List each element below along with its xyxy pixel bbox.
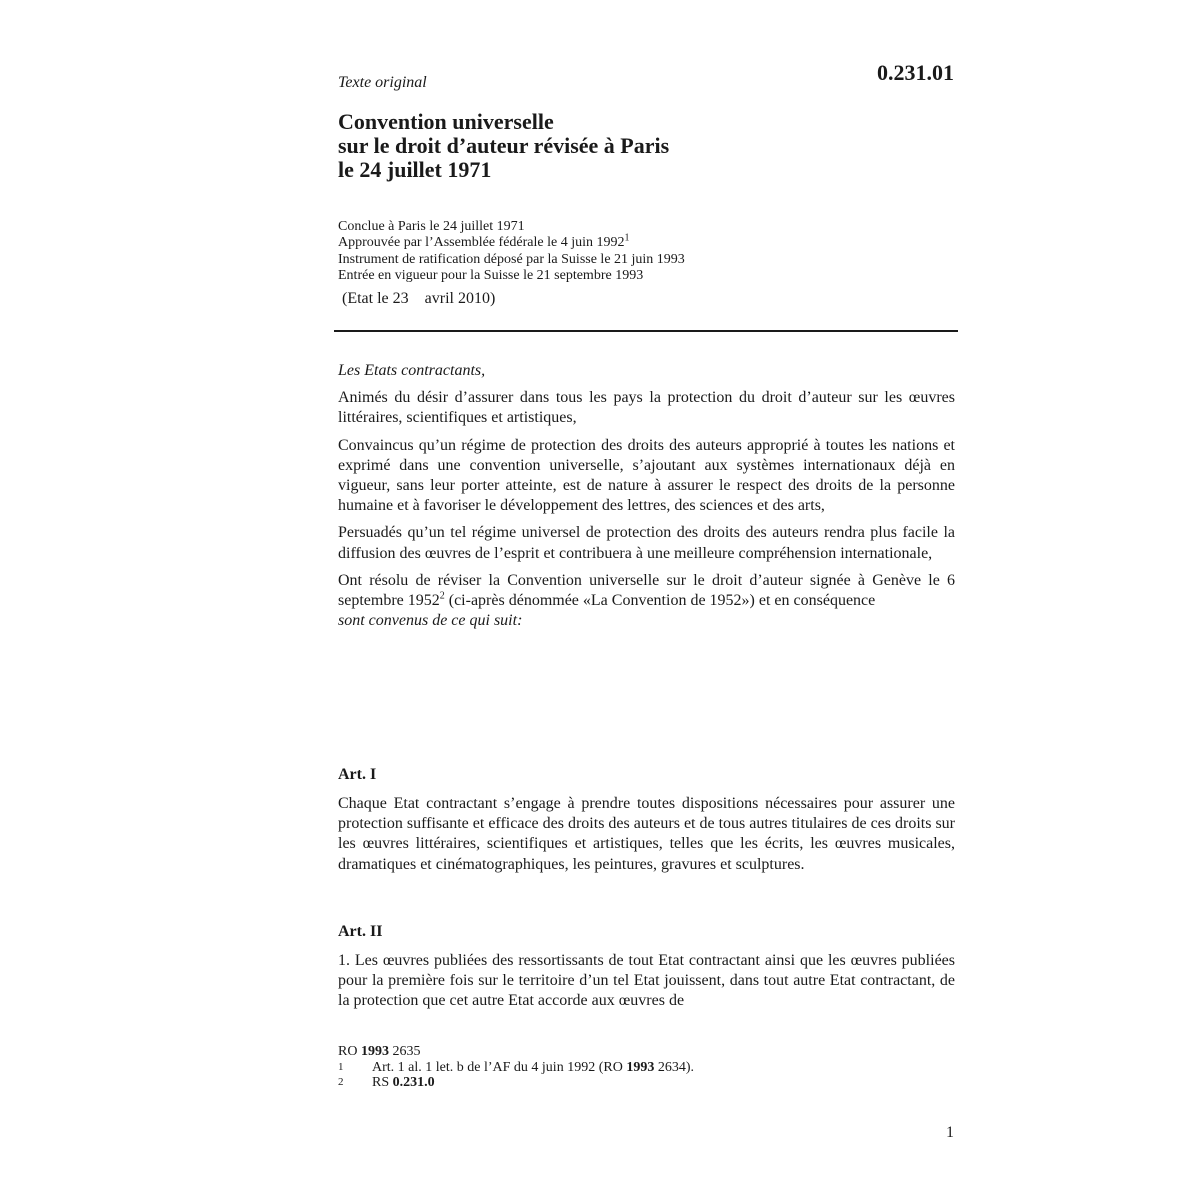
preamble-paragraph-4: [338, 571, 955, 611]
footnote-ref-2: 2: [439, 590, 445, 602]
preamble-agreed: sont convenus de ce qui suit:: [338, 612, 523, 630]
article-2-text: [338, 951, 955, 1012]
footnote-1-number: 1: [338, 1060, 344, 1073]
article-2-paragraph: 1. Les œuvres publiées des ressortissants de tout Etat contractant ainsi que les œuvres publiées pour la première fois sur le territoire d’un tel Etat jouissent, dans tout autre Etat contractant, de la protection que cet autre Etat accorde aux œuvres de: [338, 952, 955, 1010]
meta-approved-text: Approuvée par l’Assemblée fédérale le 4 juin 1992: [338, 235, 625, 251]
ro-prefix: RO: [338, 1044, 361, 1059]
preamble-paragraph-3: Persuadés qu’un tel régime universel de protection des droits des auteurs rendra plus facile la diffusion des œuvres de l’esprit et contribuera à une meilleure compréhension internationale,: [338, 524, 955, 562]
footnote-2: [338, 1075, 694, 1091]
document-number: 0.231.01: [877, 60, 954, 85]
article-1-paragraph: Chaque Etat contractant s’engage à prendre toutes dispositions nécessaires pour assurer une protection suffisante et efficace des droits des auteurs et de tous autres titulaires de ces droits sur les œuvres littéraires, scientifiques et artistiques, telles que les écrits, les œuvres musicales, dramatiques et cinématographiques, les peintures, gravures et sculptures.: [338, 795, 955, 873]
footnote-1-bold: 1993: [626, 1059, 655, 1075]
footnote-1-text-b: 2634).: [654, 1059, 694, 1075]
footnote-ref-1: 1: [624, 232, 630, 244]
ro-reference: [338, 1044, 694, 1060]
header-divider: [334, 330, 958, 332]
footnotes: [338, 1044, 694, 1091]
document-label: Texte original: [338, 74, 427, 91]
preamble: [338, 361, 955, 638]
preamble-paragraph-2: Convaincus qu’un régime de protection des droits des auteurs approprié à toutes les nations et exprimé dans une convention universelle, s’ajoutant aux systèmes internationaux déjà en vigueur, sans leur porter atteinte, est de nature à assurer le respect des droits de la personne humaine et à favoriser le développement des lettres, des sciences et des arts,: [338, 436, 955, 515]
title-line-2: sur le droit d’auteur révisée à Paris: [338, 133, 670, 158]
footnote-1: [338, 1060, 694, 1076]
status-date: (Etat le 23 avril 2010): [338, 290, 496, 307]
title-line-1: Convention universelle: [338, 109, 554, 134]
article-1-heading: Art. I: [338, 766, 377, 783]
preamble-paragraph-1: Animés du désir d’assurer dans tous les pays la protection du droit d’auteur sur les œuvres littéraires, scientifiques et artistiques,: [338, 389, 955, 427]
preamble-p4-text-b: (ci-après dénommée «La Convention de 1952») et en conséquence: [444, 592, 876, 610]
footnote-1-text-a: Art. 1 al. 1 let. b de l’AF du 4 juin 1992 (RO: [372, 1059, 627, 1075]
preamble-parties: Les Etats contractants,: [338, 362, 486, 379]
footnote-2-number: 2: [338, 1076, 344, 1088]
article-2-heading: Art. II: [338, 923, 383, 940]
meta-concluded: Conclue à Paris le 24 juillet 1971: [338, 219, 525, 234]
footnote-1-text: [372, 1060, 694, 1076]
footnote-2-bold: 0.231.0: [392, 1075, 435, 1090]
footnote-2-text: [372, 1075, 435, 1091]
footnote-2-text-a: RS: [372, 1075, 393, 1090]
document-title: [338, 110, 898, 182]
meta-entry: Entrée en vigueur pour la Suisse le 21 septembre 1993: [338, 267, 644, 283]
meta-approved: [338, 232, 685, 251]
ro-page: 2635: [388, 1044, 421, 1059]
preamble-p4-text-a: Ont résolu de réviser la Convention universelle sur le droit d’auteur signée à Genève le 6 septembre 1952: [338, 571, 955, 610]
page-number: 1: [946, 1124, 954, 1141]
title-line-3: le 24 juillet 1971: [338, 157, 492, 182]
ro-year: 1993: [360, 1044, 389, 1059]
document-metadata: [338, 219, 685, 284]
meta-ratification: Instrument de ratification déposé par la Suisse le 21 juin 1993: [338, 251, 685, 267]
article-1-text: [338, 794, 955, 875]
